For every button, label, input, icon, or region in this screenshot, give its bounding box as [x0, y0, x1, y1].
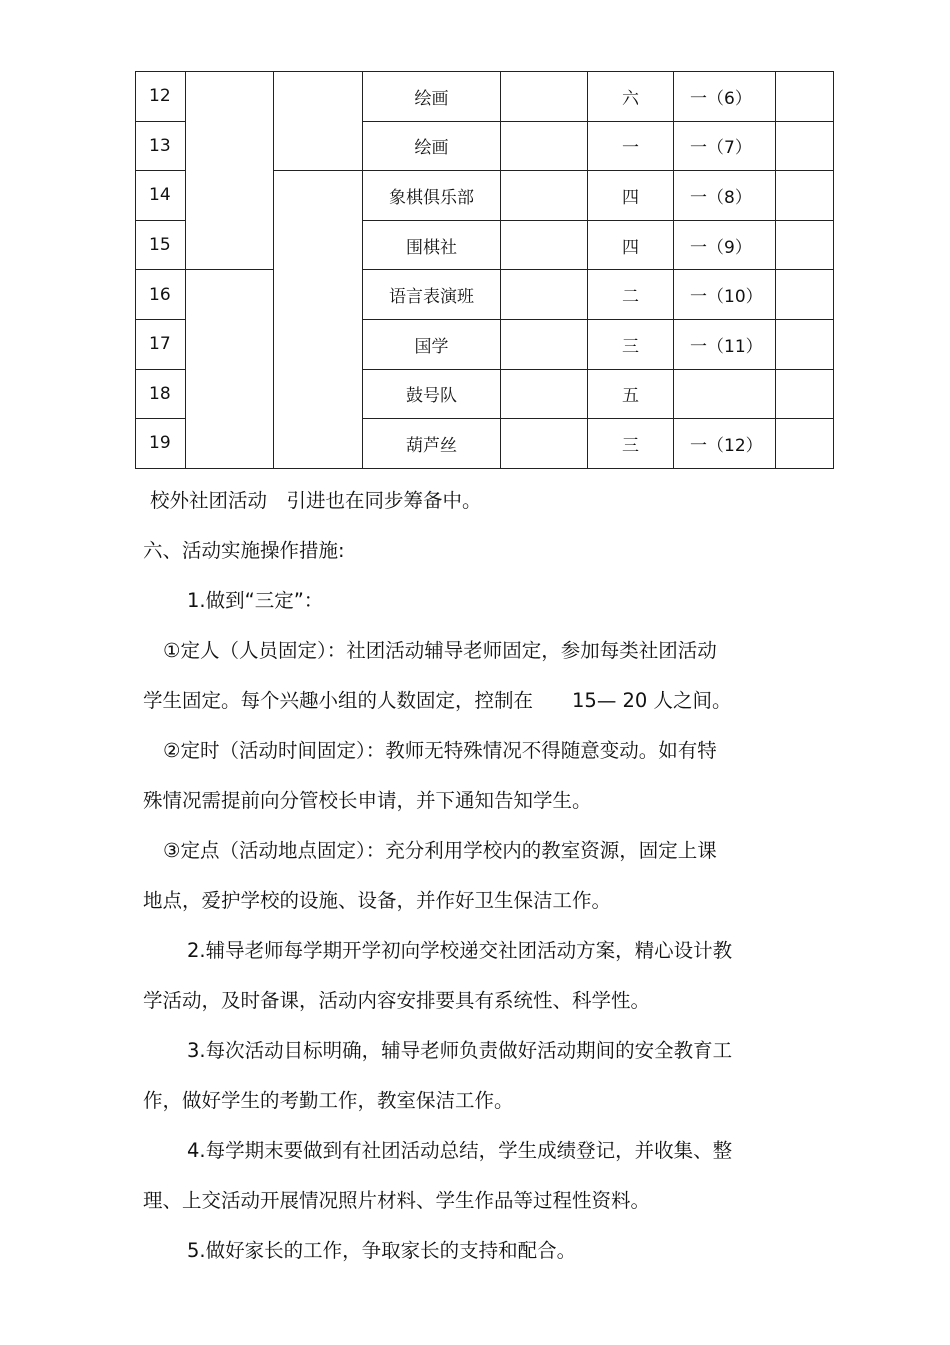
item-1a-line-1: ①定人（人员固定）：社团活动辅导老师固定，参加每类社团活动 — [163, 639, 717, 662]
empty-cell — [501, 171, 588, 221]
club-name: 象棋俱乐部 — [363, 171, 501, 221]
merged-cell — [274, 171, 363, 469]
row-number: 12 — [136, 72, 186, 122]
grade-cell: 三 — [588, 319, 674, 369]
item-1a-line-2: 学生固定。每个兴趣小组的人数固定，控制在 15— 20 人之间。 — [143, 689, 732, 712]
item-4-line-2: 理、上交活动开展情况照片材料、学生作品等过程性资料。 — [143, 1189, 651, 1212]
room-code: 一（7） — [674, 121, 776, 171]
club-name: 鼓号队 — [363, 369, 501, 419]
table-row — [136, 72, 834, 122]
empty-cell — [776, 121, 834, 171]
empty-cell — [501, 319, 588, 369]
clubs-table — [135, 71, 834, 469]
empty-cell — [776, 171, 834, 221]
room-code: 一（11） — [674, 319, 776, 369]
empty-cell — [501, 72, 588, 122]
club-name: 国学 — [363, 319, 501, 369]
row-number: 16 — [136, 270, 186, 320]
grade-cell: 六 — [588, 72, 674, 122]
grade-cell: 二 — [588, 270, 674, 320]
room-code — [674, 369, 776, 419]
room-code: 一（8） — [674, 171, 776, 221]
room-code: 一（12） — [674, 419, 776, 469]
empty-cell — [776, 270, 834, 320]
grade-cell: 三 — [588, 419, 674, 469]
item-2-line-1: 2.辅导老师每学期开学初向学校递交社团活动方案，精心设计教 — [187, 939, 733, 962]
row-number: 18 — [136, 369, 186, 419]
item-1b-line-1: ②定时（活动时间固定）：教师无特殊情况不得随意变动。如有特 — [163, 739, 717, 762]
merged-cell — [274, 72, 363, 171]
item-3-line-2: 作，做好学生的考勤工作，教室保洁工作。 — [143, 1089, 514, 1112]
merged-cell — [186, 72, 274, 270]
empty-cell — [501, 121, 588, 171]
item-1-title: 1.做到“三定”： — [187, 589, 324, 612]
merged-cell — [186, 270, 274, 468]
empty-cell — [501, 270, 588, 320]
item-4-line-1: 4.每学期末要做到有社团活动总结，学生成绩登记，并收集、整 — [187, 1139, 733, 1162]
item-1b-line-2: 殊情况需提前向分管校长申请，并下通知告知学生。 — [143, 789, 592, 812]
empty-cell — [776, 369, 834, 419]
room-code: 一（10） — [674, 270, 776, 320]
empty-cell — [776, 220, 834, 270]
row-number: 13 — [136, 121, 186, 171]
item-1c-line-1: ③定点（活动地点固定）：充分利用学校内的教室资源，固定上课 — [163, 839, 717, 862]
club-name: 葫芦丝 — [363, 419, 501, 469]
grade-cell: 四 — [588, 171, 674, 221]
item-1c-line-2: 地点，爱护学校的设施、设备，并作好卫生保洁工作。 — [143, 889, 612, 912]
empty-cell — [776, 72, 834, 122]
grade-cell: 四 — [588, 220, 674, 270]
row-number: 17 — [136, 319, 186, 369]
row-number: 14 — [136, 171, 186, 221]
room-code: 一（9） — [674, 220, 776, 270]
club-name: 绘画 — [363, 72, 501, 122]
row-number: 19 — [136, 419, 186, 469]
empty-cell — [776, 319, 834, 369]
section-heading: 六、活动实施操作措施: — [143, 539, 345, 562]
outside-activities-note: 校外社团活动 引进也在同步筹备中。 — [150, 489, 482, 512]
empty-cell — [776, 419, 834, 469]
item-5-line-1: 5.做好家长的工作，争取家长的支持和配合。 — [187, 1239, 577, 1262]
club-name: 语言表演班 — [363, 270, 501, 320]
club-name: 围棋社 — [363, 220, 501, 270]
empty-cell — [501, 369, 588, 419]
empty-cell — [501, 220, 588, 270]
item-3-line-1: 3.每次活动目标明确，辅导老师负责做好活动期间的安全教育工 — [187, 1039, 733, 1062]
empty-cell — [501, 419, 588, 469]
club-name: 绘画 — [363, 121, 501, 171]
item-2-line-2: 学活动，及时备课，活动内容安排要具有系统性、科学性。 — [143, 989, 651, 1012]
table-row — [136, 270, 834, 320]
room-code: 一（6） — [674, 72, 776, 122]
grade-cell: 五 — [588, 369, 674, 419]
row-number: 15 — [136, 220, 186, 270]
grade-cell: 一 — [588, 121, 674, 171]
